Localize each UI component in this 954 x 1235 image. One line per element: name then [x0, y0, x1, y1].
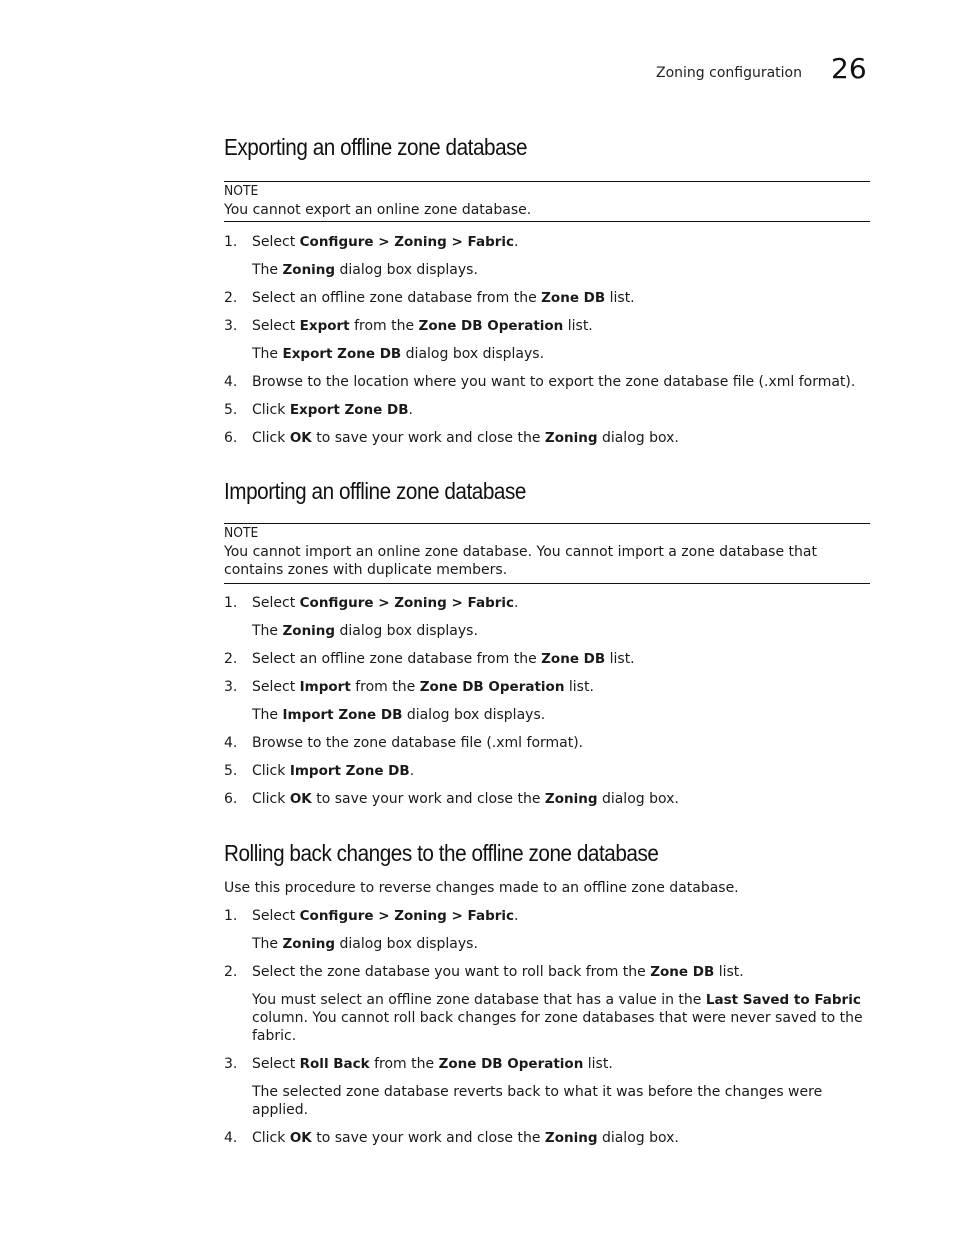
step-text: Select [252, 234, 300, 250]
step-item [224, 233, 870, 251]
step-item [224, 762, 870, 780]
ui-term: OK [289, 1130, 312, 1146]
step-detail [224, 622, 870, 640]
step-text: Click [252, 791, 290, 807]
step-text: list. [563, 318, 593, 334]
step-item [224, 373, 870, 391]
import-section [224, 476, 870, 818]
step-detail [224, 1083, 870, 1119]
step-text: dialog box displays. [402, 707, 546, 723]
step-text: list. [605, 651, 635, 667]
ui-term: Zone DB [650, 964, 715, 980]
step-text: Click [252, 402, 290, 418]
step-text: list. [583, 1056, 613, 1072]
step-text: to save your work and close the [311, 1130, 545, 1146]
ui-term: Configure > Zoning > Fabric [299, 595, 515, 611]
step-number: 1. [224, 234, 238, 250]
step-text: Select an offline zone database from the [252, 290, 542, 306]
section-heading-import: Importing an offline zone database [224, 478, 526, 504]
step-text: . [514, 234, 519, 250]
ui-term: Export Zone DB [282, 346, 402, 362]
step-item [224, 401, 870, 419]
step-text: Click [252, 763, 290, 779]
note-text: You cannot import an online zone database. You cannot import a zone database that contains zones with duplicate members. [224, 544, 817, 578]
step-text: list. [714, 964, 744, 980]
ui-term: Import [299, 679, 351, 695]
step-text: . [514, 908, 519, 924]
ui-term: Configure > Zoning > Fabric [299, 234, 515, 250]
step-text: . [408, 402, 413, 418]
step-number: 5. [224, 763, 238, 779]
step-number: 3. [224, 318, 238, 334]
note-label: NOTE [224, 184, 259, 199]
step-item [224, 429, 870, 447]
step-number: 4. [224, 1130, 238, 1146]
step-text: Select the zone database you want to roll back from the [252, 964, 651, 980]
ui-term: Roll Back [299, 1056, 370, 1072]
step-text: The [252, 623, 283, 639]
rollback-section [224, 838, 870, 1157]
ui-term: Zone DB Operation [418, 318, 564, 334]
step-number: 1. [224, 908, 238, 924]
step-item [224, 1129, 870, 1147]
step-item [224, 734, 870, 752]
step-number: 4. [224, 374, 238, 390]
step-detail [224, 706, 870, 724]
note-text: You cannot export an online zone database. [224, 202, 532, 218]
step-item [224, 963, 870, 981]
step-text: Click [252, 430, 290, 446]
chapter-number: 26 [831, 52, 867, 85]
section-heading-rollback: Rolling back changes to the offline zone database [224, 840, 659, 866]
step-list [224, 233, 870, 447]
step-item [224, 790, 870, 808]
step-text: from the [369, 1056, 439, 1072]
running-section-title: Zoning configuration [656, 65, 802, 81]
step-text: from the [349, 318, 419, 334]
ui-term: OK [289, 430, 312, 446]
step-number: 2. [224, 290, 238, 306]
ui-term: Zone DB [541, 651, 606, 667]
ui-term: Export Zone DB [289, 402, 409, 418]
step-text: Select [252, 318, 300, 334]
step-text: Select an offline zone database from the [252, 651, 542, 667]
ui-term: Zone DB Operation [438, 1056, 584, 1072]
ui-term: Zoning [544, 430, 598, 446]
step-text: The [252, 262, 283, 278]
step-text: The selected zone database reverts back to what it was before the changes were applied. [252, 1084, 823, 1118]
note-box [224, 181, 870, 222]
step-number: 5. [224, 402, 238, 418]
note-label: NOTE [224, 526, 259, 541]
step-item [224, 678, 870, 696]
step-list [224, 594, 870, 808]
ui-term: Import Zone DB [282, 707, 403, 723]
ui-term: Zone DB [541, 290, 606, 306]
step-detail [224, 345, 870, 363]
step-text: to save your work and close the [311, 791, 545, 807]
ui-term: Zone DB Operation [419, 679, 565, 695]
step-item [224, 1055, 870, 1073]
step-text: The [252, 936, 283, 952]
step-text: dialog box. [597, 791, 679, 807]
step-text: dialog box. [597, 430, 679, 446]
step-number: 3. [224, 1056, 238, 1072]
export-section [224, 132, 870, 457]
ui-term: Export [299, 318, 350, 334]
step-item [224, 650, 870, 668]
step-item [224, 907, 870, 925]
step-number: 1. [224, 595, 238, 611]
step-text: dialog box. [597, 1130, 679, 1146]
step-number: 3. [224, 679, 238, 695]
ui-term: Import Zone DB [289, 763, 410, 779]
ui-term: Configure > Zoning > Fabric [299, 908, 515, 924]
ui-term: Zoning [282, 936, 336, 952]
ui-term: Zoning [282, 623, 336, 639]
step-text: . [409, 763, 415, 779]
step-detail [224, 261, 870, 279]
note-box [224, 523, 870, 584]
step-text: dialog box displays. [335, 623, 478, 639]
step-text: to save your work and close the [311, 430, 545, 446]
ui-term: Zoning [544, 791, 598, 807]
ui-term: Zoning [282, 262, 336, 278]
step-list [224, 907, 870, 1147]
step-text: dialog box displays. [335, 936, 478, 952]
step-text: Select [252, 1056, 300, 1072]
step-text: The [252, 707, 283, 723]
step-number: 4. [224, 735, 238, 751]
step-number: 6. [224, 430, 238, 446]
step-text: Select [252, 908, 300, 924]
step-text: list. [564, 679, 594, 695]
section-heading-export: Exporting an offline zone database [224, 134, 528, 160]
step-text: The [252, 346, 283, 362]
step-text: Click [252, 1130, 290, 1146]
step-number: 6. [224, 791, 238, 807]
step-item [224, 317, 870, 335]
step-text: Select [252, 595, 300, 611]
step-text: Browse to the zone database file (.xml format). [252, 735, 584, 751]
step-text: column. You cannot roll back changes for zone databases that were never saved to the fabric. [252, 1010, 863, 1044]
step-item [224, 594, 870, 612]
step-text: Browse to the location where you want to export the zone database file (.xml format). [252, 374, 856, 390]
step-text: dialog box displays. [401, 346, 545, 362]
step-text: You must select an offline zone database that has a value in the [252, 992, 706, 1008]
ui-term: OK [289, 791, 312, 807]
step-text: dialog box displays. [335, 262, 478, 278]
step-detail [224, 935, 870, 953]
step-number: 2. [224, 964, 238, 980]
step-text: Select [252, 679, 300, 695]
step-text: . [514, 595, 519, 611]
step-number: 2. [224, 651, 238, 667]
step-text: list. [605, 290, 635, 306]
step-detail [224, 991, 870, 1045]
step-text: from the [350, 679, 420, 695]
ui-term: Zoning [544, 1130, 598, 1146]
step-item [224, 289, 870, 307]
intro-paragraph: Use this procedure to reverse changes made to an offline zone database. [224, 880, 739, 896]
ui-term: Last Saved to Fabric [705, 992, 861, 1008]
